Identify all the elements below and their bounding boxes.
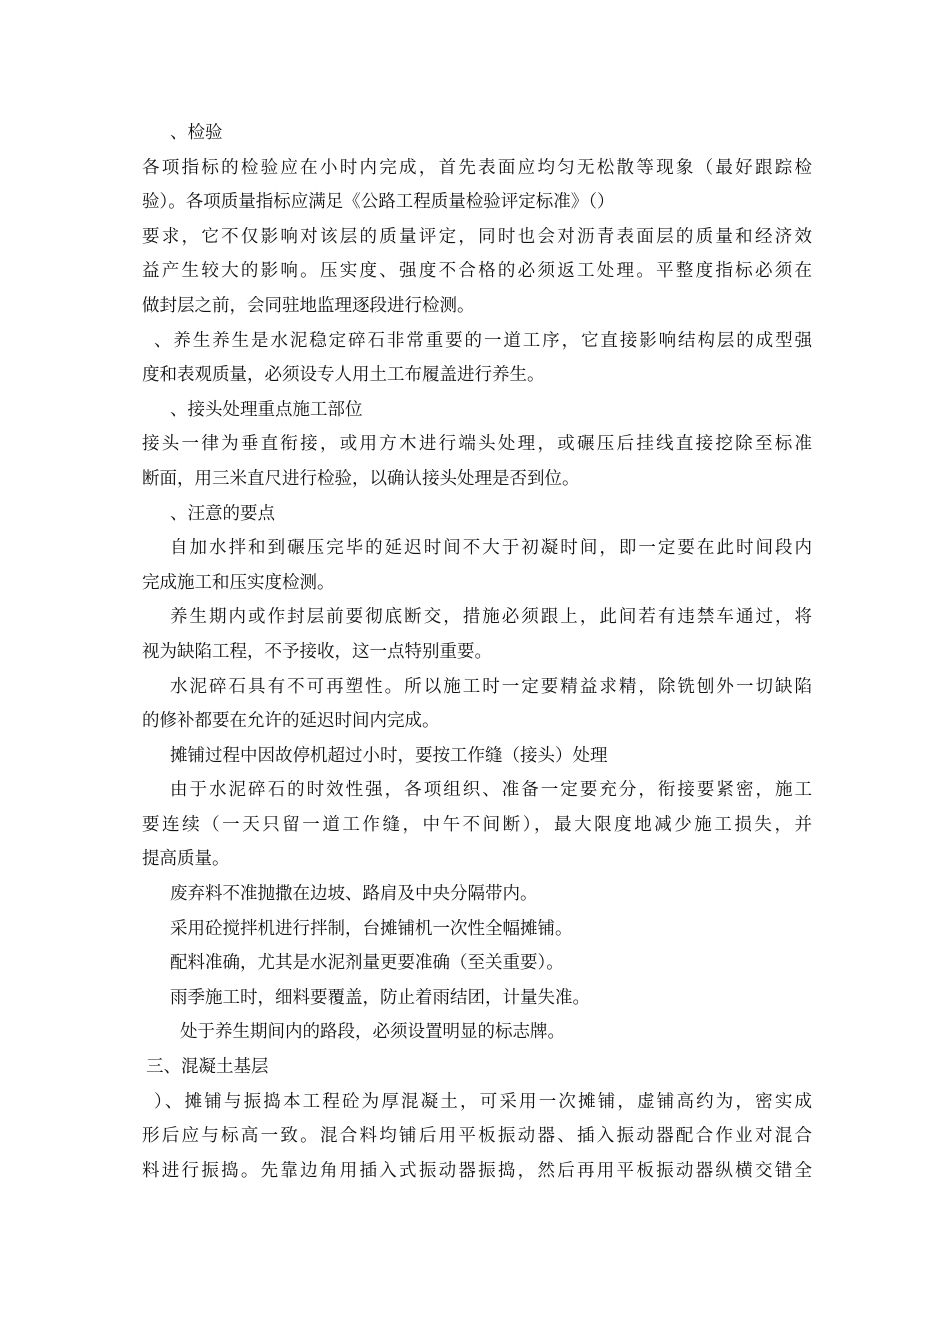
section-heading-key-points: 、汪意的要点 <box>170 503 275 524</box>
text-line: 自加水拌和到碾压完毕的延迟时间不大于初凝时间，即一定要在此时间段内 <box>170 538 812 559</box>
text-line: 提高质量。 <box>142 849 230 870</box>
text-line: 要连续（一天只留一道工作缝，中午不间断），最大限度地减少施工损失，并 <box>142 814 812 835</box>
text-line: 益产生较大的影响。压实度、强度不合格的必须返工处理。平整度指标必须在 <box>142 261 812 282</box>
text-line: 养生期内或作封层前要彻底断交，措施必须跟上，此间若有违禁车通过，将 <box>170 607 812 628</box>
text-line: 废弃料不准抛撒在边坡、路肩及中央分隔带内。 <box>170 884 538 905</box>
text-line: 水泥碎石具有不可再塑性。所以施工时一定要精益求精，除铣刨外一切缺陷 <box>170 676 812 697</box>
text-line: 断面，用三米直尺进行检验，以确认接头处理是否到位。 <box>142 468 580 489</box>
text-line: ）、摊铺与振捣本工程砼为厚混凝土，可采用一次摊铺，虚铺高约为，密实成 <box>154 1091 812 1112</box>
text-line: 的修补都要在允许的延迟时间内完成。 <box>142 711 440 732</box>
text-line: 由于水泥碎石的时效性强，各项组织、准备一定要充分，衔接要紧密，施工 <box>170 780 812 801</box>
text-line: 料进行振捣。先靠边角用插入式振动器振捣，然后再用平板振动器纵横交错全 <box>142 1160 812 1181</box>
text-line: 做封层之前，会同驻地监理逐段进行检测。 <box>142 295 475 316</box>
text-line: 完成施工和压实度检测。 <box>142 572 335 593</box>
text-line: 视为缺陷工程，不予接收，这一点特别重要。 <box>142 641 492 662</box>
text-line: 采用砼搅拌机进行拌制，台摊铺机一次性全幅摊铺。 <box>170 918 573 939</box>
text-line: 配料准确，尤其是水泥剂量更要准确（至关重要）。 <box>170 953 564 974</box>
section-heading-concrete-base: 三、混凝土基层 <box>146 1057 269 1078</box>
text-line: 接头一律为垂直衔接，或用方木进行端头处理，或碾压后挂线直接挖除至标准 <box>142 434 812 455</box>
text-line: 要求，它不仅影响对该层的质量评定，同时也会对沥青表面层的质量和经济效 <box>142 226 812 247</box>
text-line: 形后应与标高一致。混合料均铺后用平板振动器、插入振动器配合作业对混合 <box>142 1126 812 1147</box>
text-line: 处于养生期间内的路段，必须设置明显的标志牌。 <box>180 1022 565 1043</box>
text-line: 验）。各项质量指标应满足《公路工程质量检验评定标准》（） <box>142 192 615 213</box>
text-line: 摊铺过程中因故停机超过小时，要按工作缝（接头）处理 <box>170 745 608 766</box>
section-heading-curing: 、养生养生是水泥稳定碎石非常重要的一道工序，它直接影响结构层的成型强 <box>154 330 812 351</box>
text-line: 各项指标的检验应在小时内完成，首先表面应均匀无松散等现象（最好跟踪检 <box>142 157 812 178</box>
text-line: 度和表观质量，必须设专人用土工布履盖进行养生。 <box>142 365 545 386</box>
text-line: 雨季施工时，细料要覆盖，防止着雨结团，计量失准。 <box>170 987 590 1008</box>
document-page <box>142 116 812 1188</box>
section-heading-inspection: 、检验 <box>170 123 223 143</box>
section-heading-joint: 、接头处理重点施工部位 <box>170 399 363 420</box>
